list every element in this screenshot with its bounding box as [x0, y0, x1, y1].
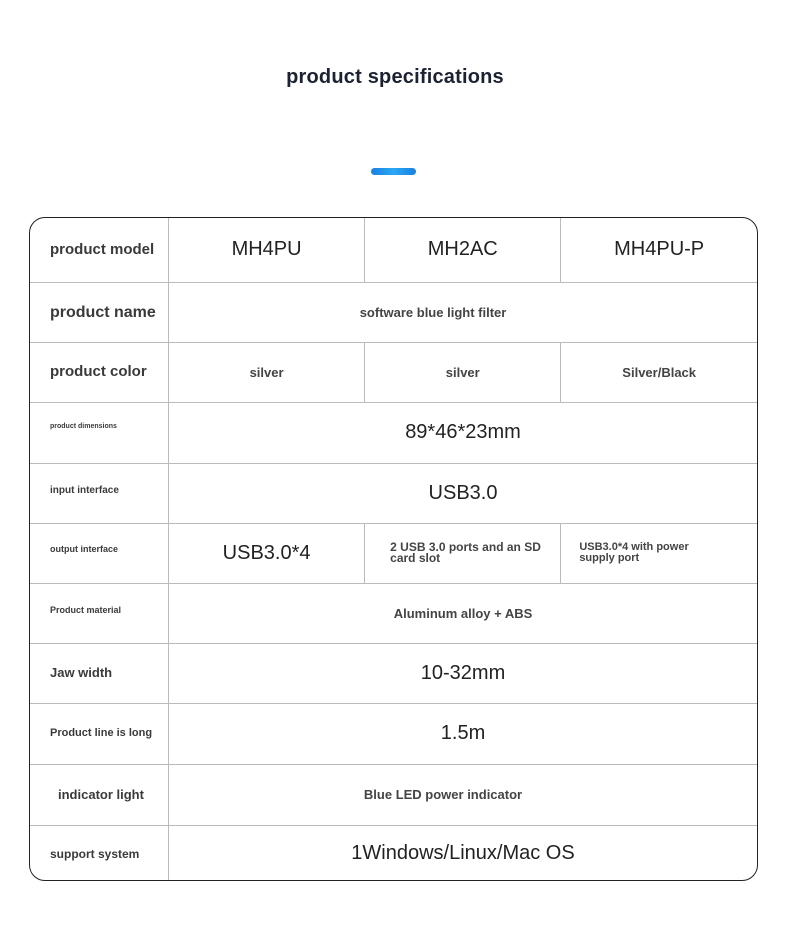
spec-row-jaw [30, 643, 757, 703]
spec-row-name [30, 282, 757, 342]
line-cell: 1.5m [169, 703, 758, 764]
title-accent-bar [371, 168, 416, 175]
row-label: Product material [30, 583, 169, 643]
spec-row-output [30, 523, 757, 583]
jaw-cell: 10-32mm [169, 643, 758, 703]
spec-row-input [30, 463, 757, 523]
spec-row-dimensions [30, 402, 757, 463]
color-cell: Silver/Black [561, 342, 757, 402]
spec-row-model [30, 218, 757, 282]
system-cell: 1Windows/Linux/Mac OS [351, 842, 575, 865]
spec-row-color [30, 342, 757, 402]
output-cell: 2 USB 3.0 ports and an SD card slot [365, 523, 561, 583]
row-label: Product line is long [30, 703, 169, 764]
row-label: product dimensions [30, 402, 169, 463]
color-cell: silver [169, 342, 365, 402]
model-cell: MH2AC [365, 218, 561, 282]
page-title: product specifications [286, 66, 504, 88]
row-label: product name [30, 282, 169, 342]
color-cell: silver [365, 342, 561, 402]
output-cell: USB3.0*4 [169, 523, 365, 583]
spec-row-line [30, 703, 757, 764]
output-cell: USB3.0*4 with power supply port [561, 523, 757, 583]
row-label: product model [30, 218, 169, 282]
row-label: indicator light [30, 764, 169, 825]
input-cell: USB3.0 [169, 463, 758, 523]
spec-row-indicator [30, 764, 757, 825]
dimensions-cell: 89*46*23mm [169, 402, 758, 463]
row-label: support system [30, 825, 169, 881]
spec-table [29, 217, 758, 881]
row-label: product color [30, 342, 169, 402]
model-cell: MH4PU-P [561, 218, 757, 282]
material-cell: Aluminum alloy + ABS [169, 583, 758, 643]
model-cell: MH4PU [169, 218, 365, 282]
spec-row-material [30, 583, 757, 643]
name-cell: software blue light filter [169, 282, 758, 342]
spec-row-system [30, 825, 757, 881]
row-label: Jaw width [30, 643, 169, 703]
row-label: output interface [30, 523, 169, 583]
indicator-cell: Blue LED power indicator [169, 764, 758, 825]
row-label: input interface [30, 463, 169, 523]
